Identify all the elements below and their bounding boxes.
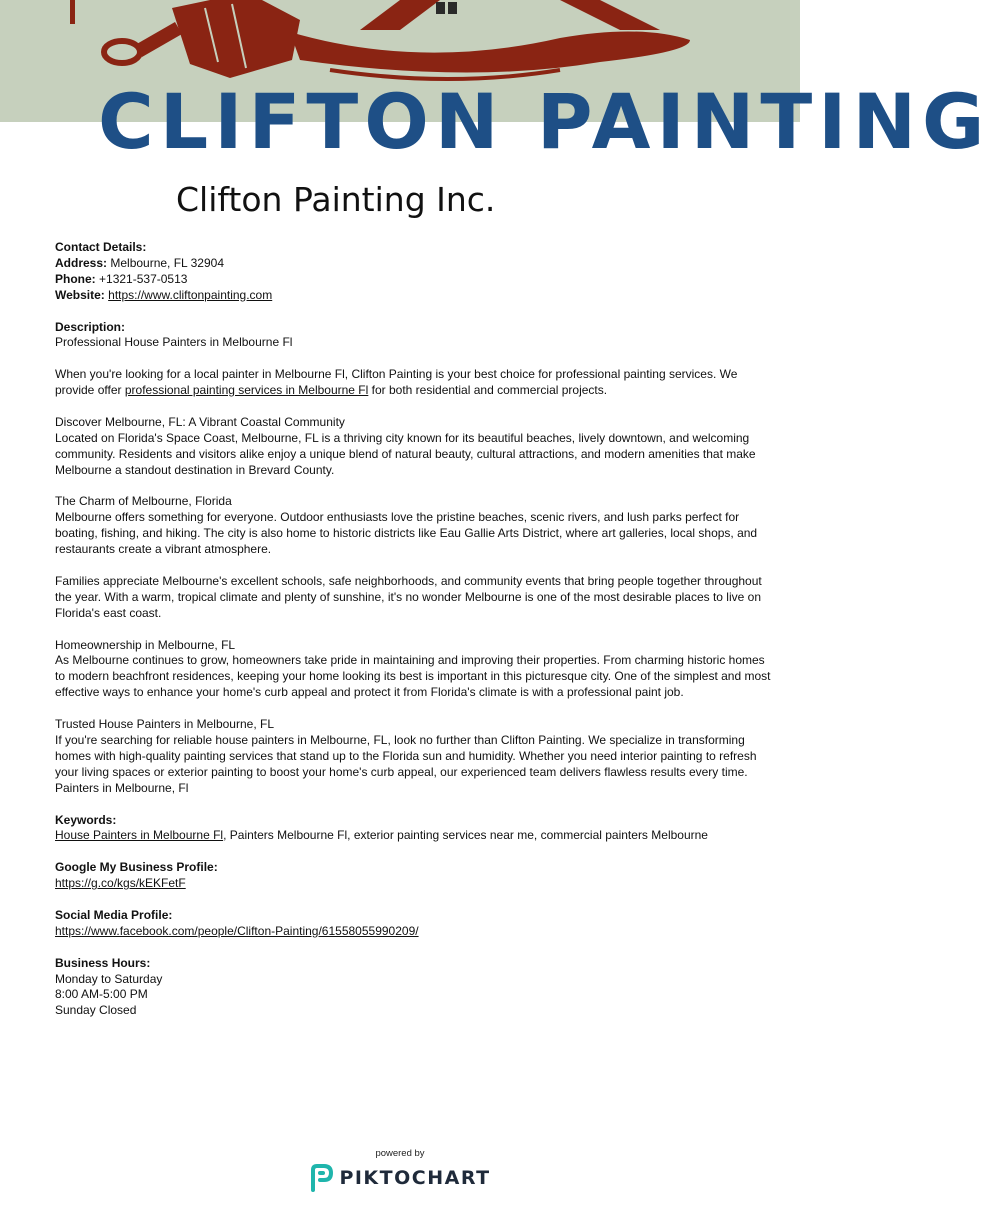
contact-heading: Contact Details:	[55, 240, 147, 254]
section-body: Located on Florida's Space Coast, Melbourne, FL is a thriving city known for its beautiful beaches, lively downtown, and welcoming community. Residents and visitors alike enjoy a unique blend of natural beauty, cultural attractions, and modern amenities that make Melbourne a standout destination in Brevard County.	[55, 430, 756, 477]
section-title: Discover Melbourne, FL: A Vibrant Coastal Community	[55, 414, 345, 429]
services-link[interactable]: professional painting services in Melbourne Fl	[124, 383, 369, 398]
section-body: If you're searching for reliable house painters in Melbourne, FL, look no further than Clifton Painting. We specialize in transforming homes with high-quality painting services that stand up to the Florida sun and humidity. Whether you need interior painting to refresh your living spaces or exterior painting to boost your home's curb appeal, our experienced team delivers flawless results every time. Painters in Melbourne, Fl	[55, 732, 757, 795]
section-body: Families appreciate Melbourne's excellent schools, safe neighborhoods, and community events that bring people together throughout the year. With a warm, tropical climate and plenty of sunshine, it's no wonder Melbourne is one of the most desirable places to live on Florida's east coast.	[55, 573, 762, 620]
section-title: The Charm of Melbourne, Florida	[55, 494, 232, 509]
section-body: Melbourne offers something for everyone. Outdoor enthusiasts love the pristine beaches, scenic rivers, and lush parks perfect for boating, fishing, and hiking. The city is also home to historic districts like Eau Gallie Arts District, where art galleries, local shops, and restaurants create a vibrant atmosphere.	[55, 510, 758, 557]
keyword-link[interactable]: House Painters in Melbourne Fl	[55, 828, 224, 843]
page-title: Clifton Painting Inc.	[176, 180, 496, 219]
keywords-list: House Painters in Melbourne Fl, Painters Melbourne Fl, exterior painting services near me, commercial painters Melbourne	[55, 828, 708, 843]
hours-heading: Business Hours:	[55, 955, 151, 970]
address-label: Address:	[55, 255, 108, 270]
phone-label: Phone:	[55, 271, 96, 286]
header-banner	[0, 0, 990, 166]
gmb-link[interactable]: https://g.co/kgs/kEKFetF	[55, 876, 186, 891]
gmb-heading: Google My Business Profile:	[55, 860, 218, 875]
website-link[interactable]: https://www.cliftonpainting.com	[108, 287, 273, 302]
piktochart-logo-icon	[309, 1164, 333, 1192]
description-intro: When you're looking for a local painter in Melbourne Fl, Clifton Painting is your best choice for professional painting services. We provide offer professional painting services in Melbourne Fl for both residential and commercial projects.	[55, 367, 738, 398]
social-heading: Social Media Profile:	[55, 907, 173, 922]
phone-value: +1321-537-0513	[99, 271, 188, 286]
address-value: Melbourne, FL 32904	[110, 255, 224, 270]
hours-closed: Sunday Closed	[55, 1003, 137, 1018]
banner-logo-text: CLIFTON PAINTING	[98, 77, 990, 166]
powered-by-label: powered by	[375, 1148, 425, 1159]
section-title: Homeownership in Melbourne, FL	[55, 637, 236, 652]
website-label: Website:	[55, 287, 105, 302]
description-heading: Description:	[55, 319, 126, 334]
piktochart-wordmark: PIKTOCHART	[339, 1167, 491, 1189]
house-roof-icon	[360, 0, 660, 30]
section-body: As Melbourne continues to grow, homeowners take pride in maintaining and improving their properties. From charming historic homes to modern beachfront residences, keeping your home looking its best is important in this picturesque city. One of the simplest and most effective ways to enhance your home's curb appeal and protect it from Florida's climate is with a professional paint job.	[55, 653, 771, 700]
hours-days: Monday to Saturday	[55, 971, 163, 986]
section-title: Trusted House Painters in Melbourne, FL	[55, 717, 274, 732]
hours-time: 8:00 AM-5:00 PM	[55, 987, 148, 1002]
keywords-heading: Keywords:	[55, 812, 117, 827]
business-details	[55, 240, 771, 1019]
piktochart-brand[interactable]	[309, 1164, 490, 1192]
footer	[0, 1148, 800, 1197]
social-link[interactable]: https://www.facebook.com/people/Clifton-Painting/61558055990209/	[55, 923, 419, 938]
description-tagline: Professional House Painters in Melbourne Fl	[55, 335, 293, 350]
